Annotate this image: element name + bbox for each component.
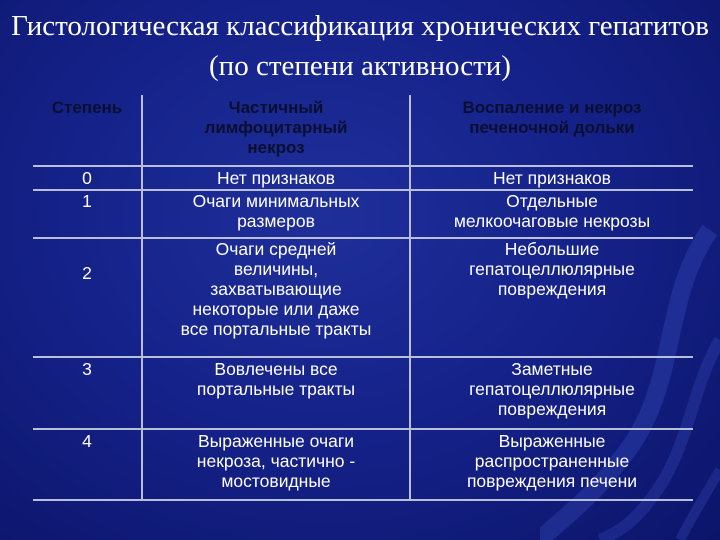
- table-divider: [33, 189, 693, 191]
- table-divider: [409, 95, 411, 501]
- grade-cell: 0: [82, 168, 92, 188]
- inflammation-cell: Небольшие гепатоцеллюлярные повреждения: [469, 239, 635, 299]
- grade-cell: 3: [82, 359, 92, 379]
- inflammation-cell: Выраженные распространенные повреждения печени: [466, 431, 638, 491]
- header-inflammation: Воспаление и некроз печеночной дольки: [462, 98, 642, 137]
- necrosis-cell: Очаги минимальных размеров: [192, 191, 360, 231]
- inflammation-cell: Отдельные мелкоочаговые некрозы: [453, 191, 651, 231]
- grade-cell: 4: [82, 431, 92, 451]
- table-divider: [141, 95, 143, 501]
- table-divider: [33, 428, 693, 430]
- grade-cell: 2: [82, 263, 92, 283]
- header-necrosis: Частичный лимфоцитарный некроз: [204, 98, 348, 157]
- header-grade: Степень: [51, 98, 123, 117]
- table-divider: [33, 237, 693, 239]
- inflammation-cell: Заметные гепатоцеллюлярные повреждения: [469, 359, 635, 419]
- grade-cell: 1: [82, 191, 92, 211]
- slide-title: Гистологическая классификация хронических гепатитов (по степени активности): [11, 10, 709, 82]
- inflammation-cell: Нет признаков: [493, 168, 611, 188]
- table-divider: [33, 356, 693, 358]
- necrosis-cell: Выраженные очаги некроза, частично - мостовидные: [196, 431, 356, 491]
- classification-table: [33, 95, 693, 501]
- table-divider: [33, 165, 693, 167]
- necrosis-cell: Вовлечены все портальные тракты: [196, 359, 356, 399]
- necrosis-cell: Нет признаков: [217, 168, 335, 188]
- table-divider: [33, 499, 693, 501]
- necrosis-cell: Очаги средней величины, захватывающие некоторые или даже все портальные тракты: [180, 239, 372, 339]
